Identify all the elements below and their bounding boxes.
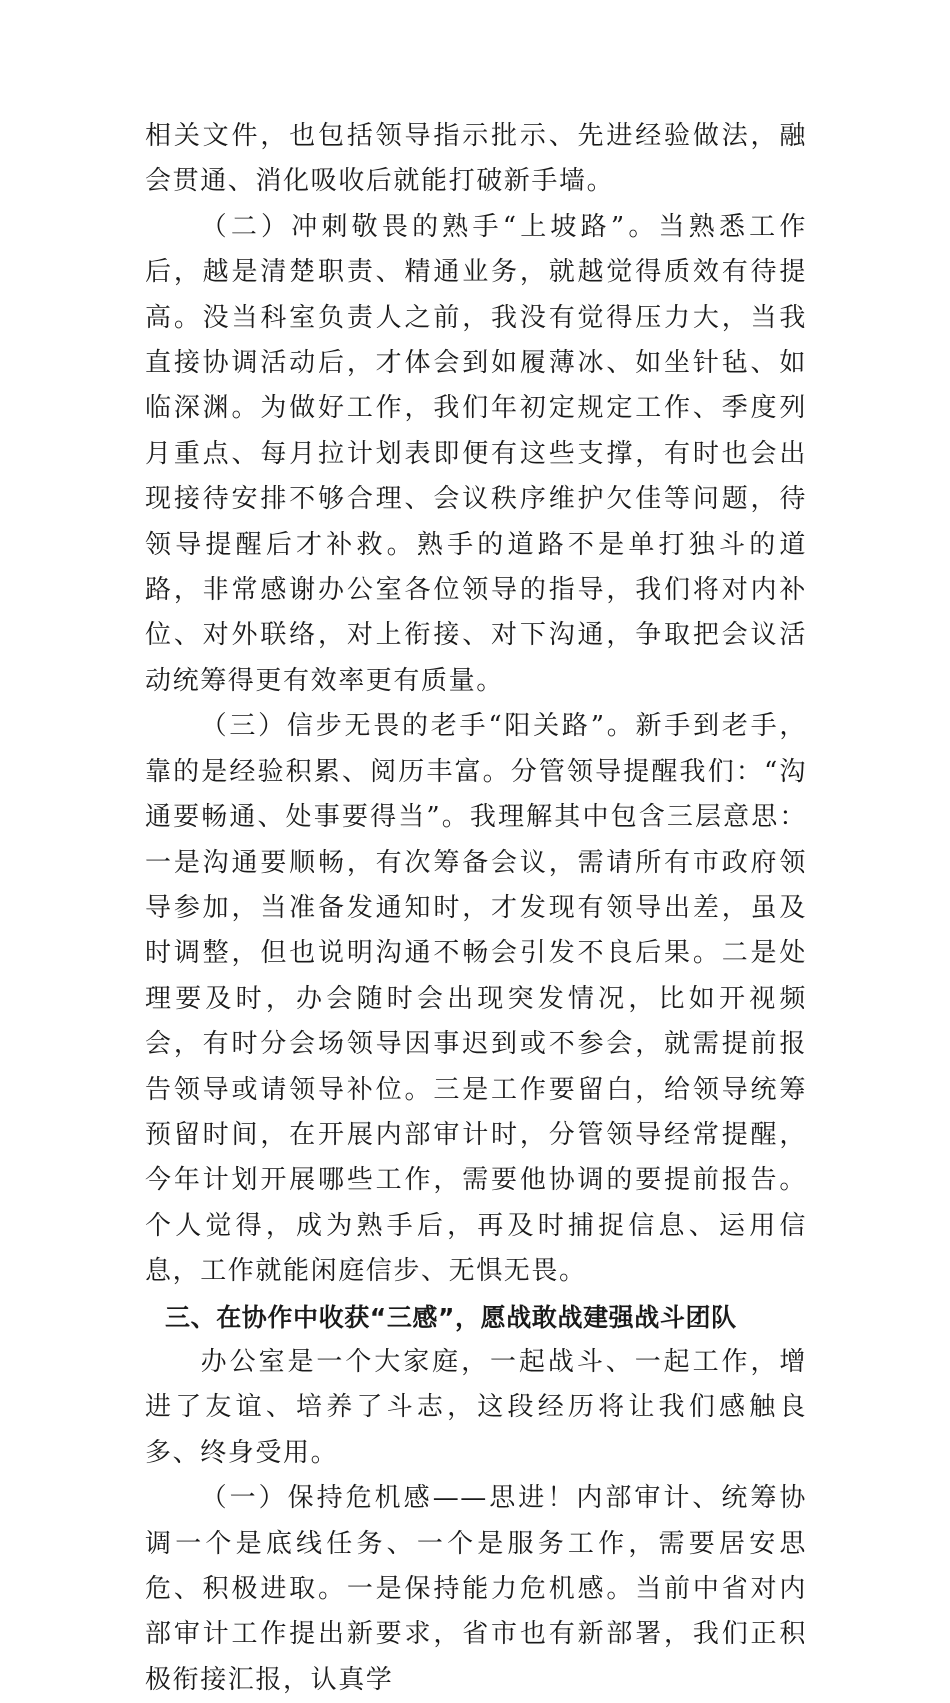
paragraph-intro: 办公室是一个大家庭，一起战斗、一起工作，增进了友谊、培养了斗志，这段经历将让我们感触良多、终身受用。: [145, 1346, 807, 1468]
paragraph-crisis-awareness: （一）保持危机感——思进！内部审计、统筹协调一个是底线任务、一个是服务工作，需要居安思危、积极进取。一是保持能力危机感。当前中省对内部审计工作提出新要求，省市也有新部署，我们正积极衔接汇报，认真学: [145, 1483, 807, 1695]
paragraph-section-three: （三）信步无畏的老手“阳关路”。新手到老手，靠的是经验积累、阅历丰富。分管领导提醒我们：“沟通要畅通、处事要得当”。我理解其中包含三层意思：一是沟通要顺畅，有次筹备会议，需请所有市政府领导参加，当准备发通知时，才发现有领导出差，虽及时调整，但也说明沟通不畅会引发不良后果。二是处理要及时，办会随时会出现突发情况，比如开视频会，有时分会场领导因事迟到或不参会，就需提前报告领导或请领导补位。三是工作要留白，给领导统筹预留时间，在开展内部审计时，分管领导经常提醒，今年计划开展哪些工作，需要他协调的要提前报告。个人觉得，成为熟手后，再及时捕捉信息、运用信息，工作就能闲庭信步、无惧无畏。: [145, 711, 807, 1287]
paragraph-section-two: （二）冲刺敬畏的熟手“上坡路”。当熟悉工作后，越是清楚职责、精通业务，就越觉得质效有待提高。没当科室负责人之前，我没有觉得压力大，当我直接协调活动后，才体会到如履薄冰、如坐针毡、如临深渊。为做好工作，我们年初定规定工作、季度列月重点、每月拉计划表即便有这些支撑，有时也会出现接待安排不够合理、会议秩序维护欠佳等问题，待领导提醒后才补救。熟手的道路不是单打独斗的道路，非常感谢办公室各位领导的指导，我们将对内补位、对外联络，对上衔接、对下沟通，争取把会议活动统筹得更有效率更有质量。: [145, 211, 807, 696]
section-heading: 三、在协作中收获“三感”，愿战敢战建强战斗团队: [165, 1302, 737, 1332]
document-body: [145, 114, 807, 1703]
paragraph-continuation: 相关文件，也包括领导指示批示、先进经验做法，融会贯通、消化吸收后就能打破新手墙。: [145, 121, 807, 197]
